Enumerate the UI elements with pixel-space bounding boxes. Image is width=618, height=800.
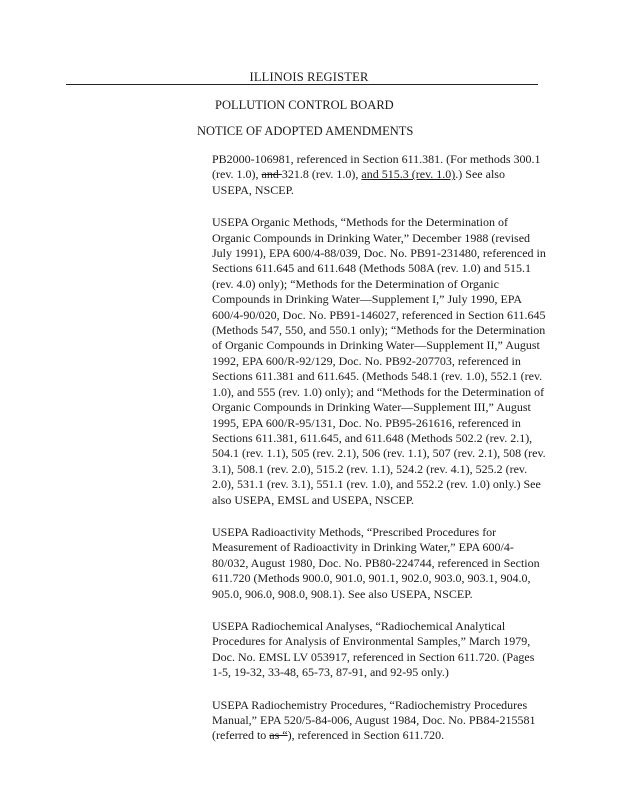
reference-text: .) See also USEPA, NSCEP.	[212, 167, 505, 197]
reference-radioactivity-methods: USEPA Radioactivity Methods, “Prescribed Procedures for Measurement of Radioactivity in Drinking Water,” EPA 600/4-80/032, August 1980, Doc. No. PB80-224744, referenced in Section 611.720 (Methods 900.0, 901.0, 901.1, 902.0, 903.0, 903.1, 904.0, 905.0, 906.0, 908.0, 908.1). See also USEPA, NSCEP.	[212, 524, 540, 601]
reference-text: USEPA Radiochemistry Procedures, “Radiochemistry Procedures Manual,” EPA 520/5-84-006, August 1984, Doc. No. PB84-215581 (referred to	[212, 697, 536, 743]
reference-text: PB2000-106981, referenced in Section 611.381. (For methods 300.1 (rev. 1.0),	[212, 152, 541, 182]
reference-radiochemical-analyses: USEPA Radiochemical Analyses, “Radiochemical Analytical Procedures for Analysis of Environmental Samples,” March 1979, Doc. No. EMSL LV 053917, referenced in Section 611.720. (Pages 1-5, 19-32, 33-48, 65-73, 87-91, and 92-95 only.)	[212, 618, 535, 680]
reference-list	[212, 152, 546, 761]
reference-text: ), referenced in Section 611.720.	[287, 728, 445, 743]
register-title: ILLINOIS REGISTER	[249, 70, 369, 84]
notice-title: NOTICE OF ADOPTED AMENDMENTS	[197, 124, 414, 138]
reference-text: 321.8 (rev. 1.0),	[281, 167, 362, 182]
reference-organic-methods: USEPA Organic Methods, “Methods for the Determination of Organic Compounds in Drinking Water,” December 1988 (revised July 1991), EPA 600/4-88/039, Doc. No. PB91-231480, referenced in Sections 611.645 and 611.648 (Methods 508A (rev. 1.0) and 515.1 (rev. 4.0) only); “Methods for the Determination of Organic Compounds in Drinking Water—Supplement I,” July 1990, EPA 600/4-90/020, Doc. No. PB91-146027, referenced in Section 611.645 (Methods 547, 550, and 550.1 only); “Methods for the Determination of Organic Compounds in Drinking Water—Supplement II,” August 1992, EPA 600/R-92/129, Doc. No. PB92-207703, referenced in Sections 611.381 and 611.645. (Methods 548.1 (rev. 1.0), 552.1 (rev. 1.0), and 555 (rev. 1.0) only); and “Methods for the Determination of Organic Compounds in Drinking Water—Supplement III,” August 1995, EPA 600/R-95/131, Doc. No. PB95-261616, referenced in Sections 611.381, 611.645, and 611.648 (Methods 502.2 (rev. 2.1), 504.1 (rev. 1.1), 505 (rev. 2.1), 506 (rev. 1.1), 507 (rev. 2.1), 508 (rev. 3.1), 508.1 (rev. 2.0), 515.2 (rev. 1.1), 524.2 (rev. 4.1), 525.2 (rev. 2.0), 531.1 (rev. 3.1), 551.1 (rev. 1.0), and 552.2 (rev. 1.0) only.) See also USEPA, EMSL and USEPA, NSCEP.	[212, 215, 546, 507]
underlined-text: and 515.3 (rev. 1.0)	[361, 167, 456, 182]
struck-text: as “	[269, 728, 288, 743]
struck-text: and	[261, 167, 282, 182]
reference-radiochemistry-procedures	[212, 698, 546, 744]
board-name: POLLUTION CONTROL BOARD	[215, 98, 394, 112]
reference-pb2000	[212, 152, 546, 198]
